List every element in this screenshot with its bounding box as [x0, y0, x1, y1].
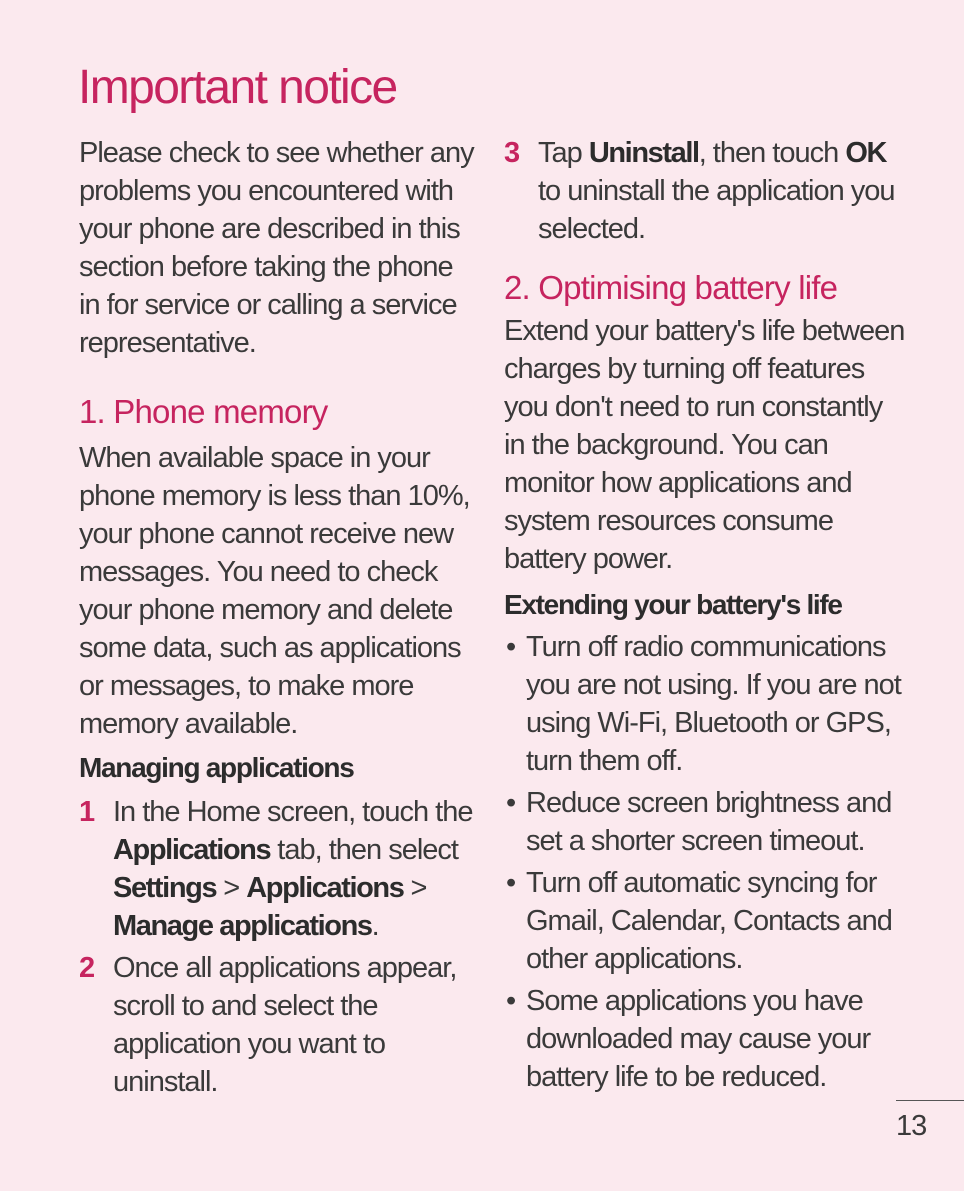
extending-battery-heading: Extending your battery's life — [504, 589, 842, 620]
applications-label: Applications — [246, 872, 404, 904]
list-item: • Turn off automatic syncing for Gmail, Calendar, Contacts and other applications. — [504, 864, 909, 978]
bullet-icon: • — [506, 867, 516, 899]
bullet-icon: • — [506, 631, 516, 663]
applications-tab-label: Applications — [113, 834, 271, 866]
list-item: • Turn off radio communications you are not using. If you are not using Wi-Fi, Bluetooth or GPS, turn them off. — [504, 628, 909, 780]
page-number-rule — [896, 1100, 964, 1101]
list-item: • Reduce screen brightness and set a shorter screen timeout. — [504, 784, 909, 860]
bullet-icon: • — [506, 985, 516, 1017]
battery-life-body: Extend your battery's life between charges by turning off features you don't need to run constantly in the background. You can monitor how applications and system resources consume battery power. — [504, 315, 905, 575]
phone-memory-heading: 1. Phone memory — [79, 393, 328, 430]
battery-tips-list — [504, 628, 909, 1096]
list-item: • Some applications you have downloaded may cause your battery life to be reduced. — [504, 982, 909, 1096]
managing-applications-heading: Managing applications — [79, 752, 354, 783]
uninstall-label: Uninstall — [588, 137, 699, 169]
step-3-text: Tap Uninstall, then touch OK to uninstall the application you selected. — [538, 137, 895, 245]
step-2-number: 2 — [79, 952, 95, 984]
step-2-text: Once all applications appear, scroll to and select the application you want to uninstall. — [113, 952, 457, 1098]
left-column — [79, 134, 479, 1101]
settings-label: Settings — [113, 872, 217, 904]
intro-paragraph: Please check to see whether any problems you encountered with your phone are described in this section before taking the phone in for service or calling a service representative. — [79, 137, 474, 359]
step-2 — [79, 949, 479, 1101]
step-1-number: 1 — [79, 796, 95, 828]
manage-applications-label: Manage applications — [113, 910, 372, 942]
step-1 — [79, 793, 479, 945]
ok-label: OK — [845, 137, 887, 169]
page-number: 13 — [896, 1110, 927, 1142]
step-1-text: In the Home screen, touch the Applications tab, then select Settings > Applications > Manage applications. — [113, 796, 473, 942]
battery-life-heading: 2. Optimising battery life — [504, 269, 838, 306]
phone-memory-body: When available space in your phone memory is less than 10%, your phone cannot receive new messages. You need to check your phone memory and delete some data, such as applications or messages, to make more memory available. — [79, 442, 470, 740]
page-title: Important notice — [78, 61, 397, 114]
bullet-icon: • — [506, 787, 516, 819]
right-column — [504, 134, 909, 1096]
step-3-number: 3 — [504, 137, 520, 169]
step-3 — [504, 134, 909, 248]
